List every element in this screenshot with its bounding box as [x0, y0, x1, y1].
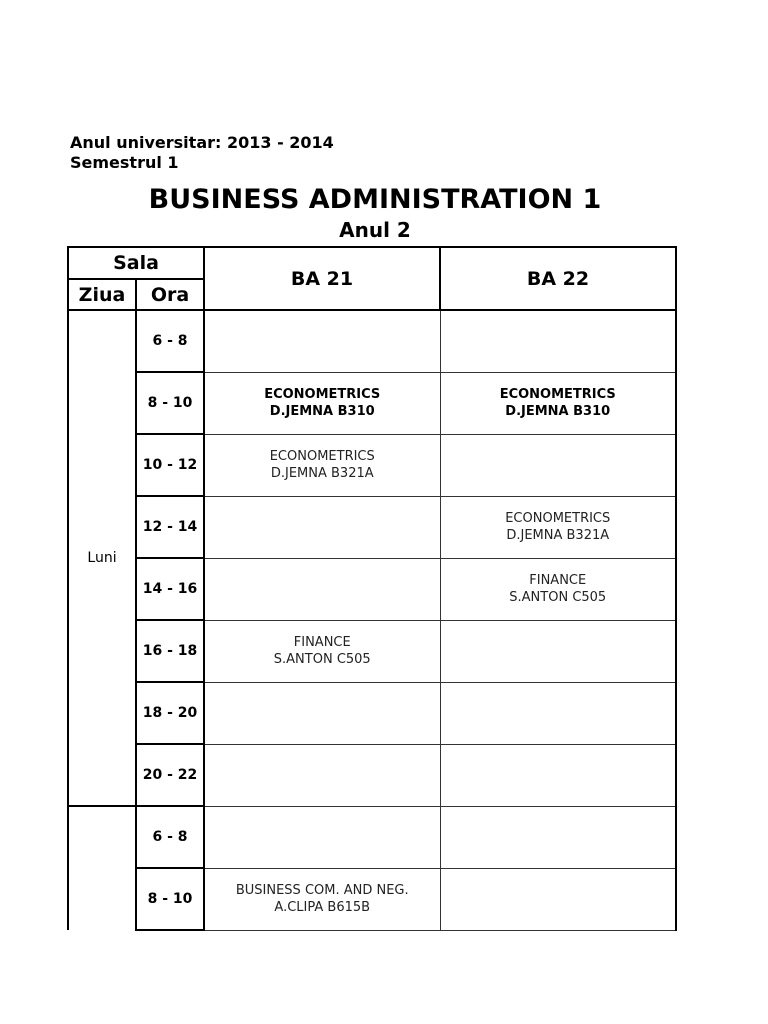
class-cell-ba22: [440, 806, 676, 868]
table-row: [68, 868, 676, 930]
time-slot-cell: 16 - 18: [136, 620, 204, 682]
academic-year: Anul universitar: 2013 - 2014: [70, 133, 334, 152]
class-cell-ba21: [204, 868, 440, 930]
time-slot-cell: 18 - 20: [136, 682, 204, 744]
course-name: ECONOMETRICS: [264, 387, 381, 402]
table-row: [68, 620, 676, 682]
class-cell-ba22: [440, 744, 676, 806]
table-row: [68, 496, 676, 558]
class-cell-ba22: [440, 868, 676, 930]
time-slot-cell: 6 - 8: [136, 806, 204, 868]
class-cell-ba22: [440, 620, 676, 682]
class-cell-ba22: [440, 434, 676, 496]
time-slot-cell: 10 - 12: [136, 434, 204, 496]
class-cell-ba22: [440, 558, 676, 620]
table-row: [68, 744, 676, 806]
class-cell-ba21: [204, 372, 440, 434]
semester: Semestrul 1: [70, 153, 179, 172]
header-group-ba22: BA 22: [440, 247, 676, 310]
class-cell-ba21: [204, 558, 440, 620]
class-cell-ba21: [204, 620, 440, 682]
table-row: [68, 372, 676, 434]
class-cell-ba22: [440, 496, 676, 558]
header-sala: Sala: [68, 247, 204, 279]
course-name: ECONOMETRICS: [505, 511, 611, 526]
table-row: [68, 806, 676, 868]
course-name: FINANCE: [529, 573, 587, 588]
class-cell-ba21: [204, 682, 440, 744]
class-cell-ba21: [204, 434, 440, 496]
class-cell-ba21: [204, 310, 440, 372]
course-name: BUSINESS COM. AND NEG.: [235, 883, 409, 898]
class-cell-ba22: [440, 310, 676, 372]
table-row: [68, 310, 676, 372]
time-slot-cell: 14 - 16: [136, 558, 204, 620]
header-ora: Ora: [136, 279, 204, 310]
time-slot-cell: 8 - 10: [136, 868, 204, 930]
header-ziua: Ziua: [68, 279, 136, 310]
class-cell-ba21: [204, 806, 440, 868]
course-instructor-room: D.JEMNA B321A: [270, 466, 374, 481]
header-group-ba21: BA 21: [204, 247, 440, 310]
time-slot-cell: 8 - 10: [136, 372, 204, 434]
course-instructor-room: S.ANTON C505: [509, 590, 607, 605]
course-name: ECONOMETRICS: [269, 449, 375, 464]
document-meta: [70, 133, 334, 173]
page-title: BUSINESS ADMINISTRATION 1: [148, 184, 602, 215]
class-cell-ba22: [440, 682, 676, 744]
table-row: [68, 434, 676, 496]
class-cell-ba22: [440, 372, 676, 434]
day-cell: [68, 806, 136, 930]
course-instructor-room: A.CLIPA B615B: [274, 900, 371, 915]
class-cell-ba21: [204, 496, 440, 558]
course-instructor-room: S.ANTON C505: [273, 652, 371, 667]
class-cell-ba21: [204, 744, 440, 806]
table-row: [68, 682, 676, 744]
time-slot-cell: 12 - 14: [136, 496, 204, 558]
course-instructor-room: D.JEMNA B310: [269, 404, 375, 419]
course-instructor-room: D.JEMNA B310: [505, 404, 611, 419]
day-cell: Luni: [68, 310, 136, 806]
time-slot-cell: 6 - 8: [136, 310, 204, 372]
schedule-table: [67, 246, 677, 931]
course-name: FINANCE: [293, 635, 351, 650]
course-name: ECONOMETRICS: [499, 387, 616, 402]
table-row: [68, 558, 676, 620]
page-subtitle: Anul 2: [339, 218, 411, 242]
time-slot-cell: 20 - 22: [136, 744, 204, 806]
course-instructor-room: D.JEMNA B321A: [506, 528, 610, 543]
